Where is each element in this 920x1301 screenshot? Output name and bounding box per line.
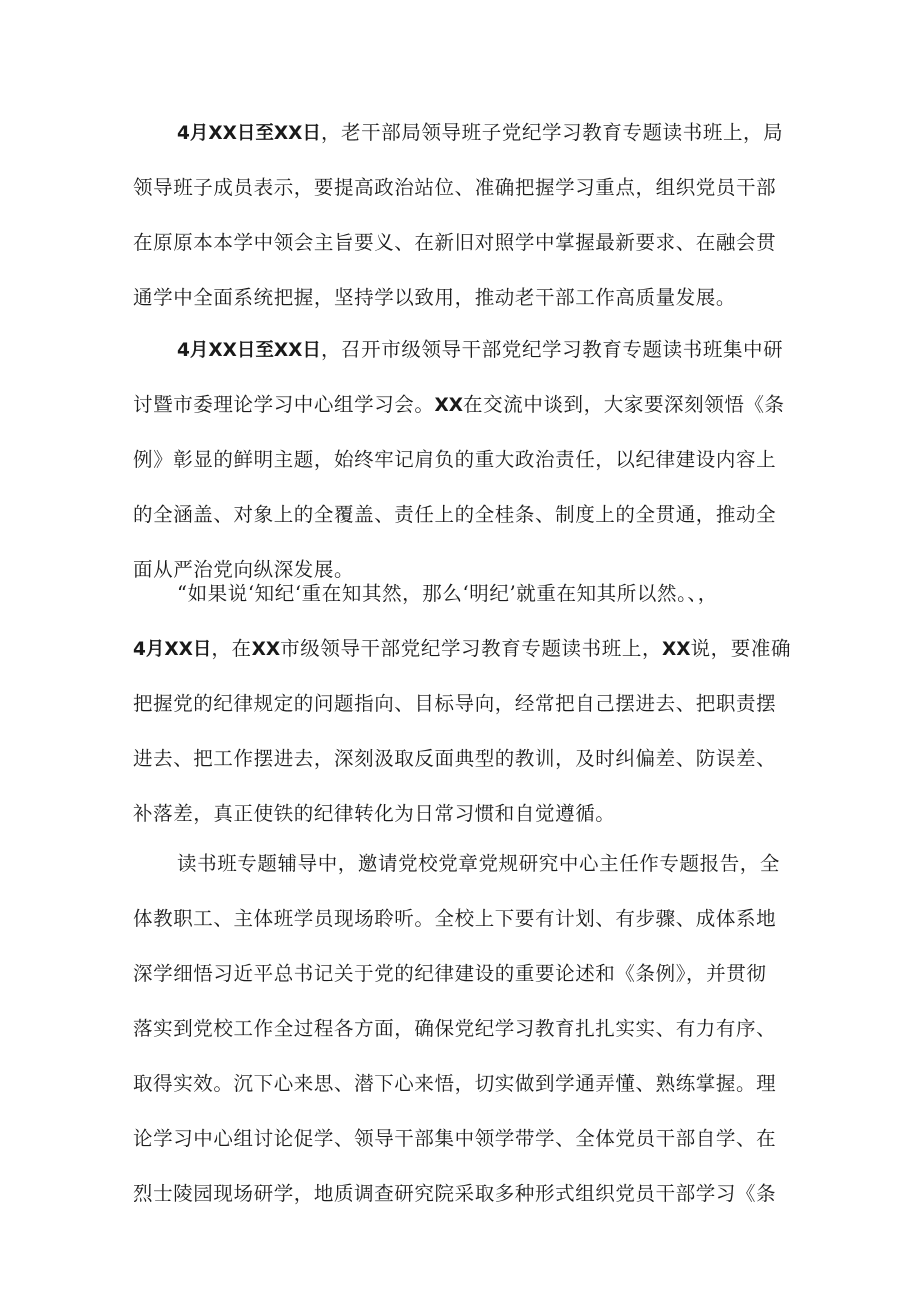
text-line <box>133 1064 785 1119</box>
text-line <box>133 1174 785 1229</box>
text-line <box>133 684 785 739</box>
text-run: 进去、把工作摆进去，深刻汲取反面典型的教训，及时纠偏差、防误差、 <box>133 747 777 770</box>
text-run: 的全涵盖、对象上的全覆盖、责任上的全桂条、制度上的全贯通，推动全 <box>133 503 777 526</box>
text-line <box>133 495 785 550</box>
text-line <box>133 113 785 168</box>
text-run: ，在 <box>211 637 252 660</box>
text-run: 面从严治党向纵深发展。 <box>133 558 355 581</box>
text-line <box>133 954 785 1009</box>
text-run: 落实到党校工作全过程各方面，确保党纪学习教育扎扎实实、有力有序、 <box>133 1017 777 1040</box>
text-run: “如果说‘知纪‘重在知其然，那么‘明纪’就重在知其所以然。、， <box>177 582 718 605</box>
text-run: 在交流中谈到，大家要深刻领悟《条 <box>463 393 785 416</box>
text-run: 在原原本本学中领会主旨要义、在新旧对照学中掌握最新要求、在融会贯 <box>133 231 777 254</box>
text-run: 市级领导干部党纪学习教育专题读书班上， <box>280 637 663 660</box>
text-run: 说，要准确 <box>690 637 792 660</box>
paragraph-4 <box>133 844 785 1229</box>
text-run: 取得实效。沉下心来思、潜下心来悟，切实做到学通弄懂、熟练掌握。理 <box>133 1072 777 1095</box>
text-line <box>133 278 785 333</box>
text-run: 体教职工、主体班学员现场聆听。全校上下要有计划、有步骤、成体系地 <box>133 907 777 930</box>
text-run: 读书班专题辅导中，邀请党校党章党规研究中心主任作专题报告，全 <box>177 852 781 875</box>
text-run: ，老干部局领导班子党纪学习教育专题读书班上，局 <box>320 121 784 144</box>
text-line <box>133 1009 785 1064</box>
text-line <box>133 440 785 495</box>
text-line <box>133 330 785 385</box>
text-run: 论学习中心组讨论促学、领导干部集中领学带学、全体党员干部自学、在 <box>133 1127 777 1150</box>
text-line <box>133 223 785 278</box>
bold-text-run: 4月XX日 <box>133 639 212 660</box>
text-line <box>133 794 785 849</box>
text-run: 烈士陵园现场研学，地质调查研究院采取多种形式组织党员干部学习《条 <box>133 1182 777 1205</box>
bold-text-run: 4月XX日至XX日 <box>177 123 321 144</box>
paragraph-3 <box>133 574 792 849</box>
text-run: 把握党的纪律规定的问题指向、目标导向，经常把自己摆进去、把职责摆 <box>133 692 777 715</box>
text-line <box>133 385 785 440</box>
paragraph-1 <box>133 113 785 333</box>
bold-text-run: 4月XX日至XX日 <box>177 340 321 361</box>
text-line <box>133 899 785 954</box>
bold-text-run: XX <box>662 639 691 660</box>
text-line <box>133 844 785 899</box>
text-run: 领导班子成员表示，要提高政治站位、准确把握学习重点，组织党员干部 <box>133 176 777 199</box>
text-line <box>133 574 785 629</box>
text-run: ，召开市级领导干部党纪学习教育专题读书班集中研 <box>320 338 784 361</box>
text-run: 补落差，真正使铁的纪律转化为日常习惯和自觉遵循。 <box>133 802 616 825</box>
text-line <box>133 168 785 223</box>
bold-text-run: XX <box>251 639 281 660</box>
bold-text-run: XX <box>434 395 464 416</box>
text-line <box>133 739 785 794</box>
text-run: 讨暨市委理论学习中心组学习会。 <box>133 393 435 416</box>
paragraph-2 <box>133 330 785 605</box>
text-line <box>133 629 792 684</box>
text-run: 通学中全面系统把握，坚持学以致用，推动老干部工作高质量发展。 <box>133 286 737 309</box>
text-line <box>133 1119 785 1174</box>
text-run: 深学细悟习近平总书记关于党的纪律建设的重要论述和《条例》，并贯彻 <box>133 962 767 985</box>
text-run: 例》彰显的鲜明主题，始终牢记肩负的重大政治责任，以纪律建设内容上 <box>133 448 777 471</box>
